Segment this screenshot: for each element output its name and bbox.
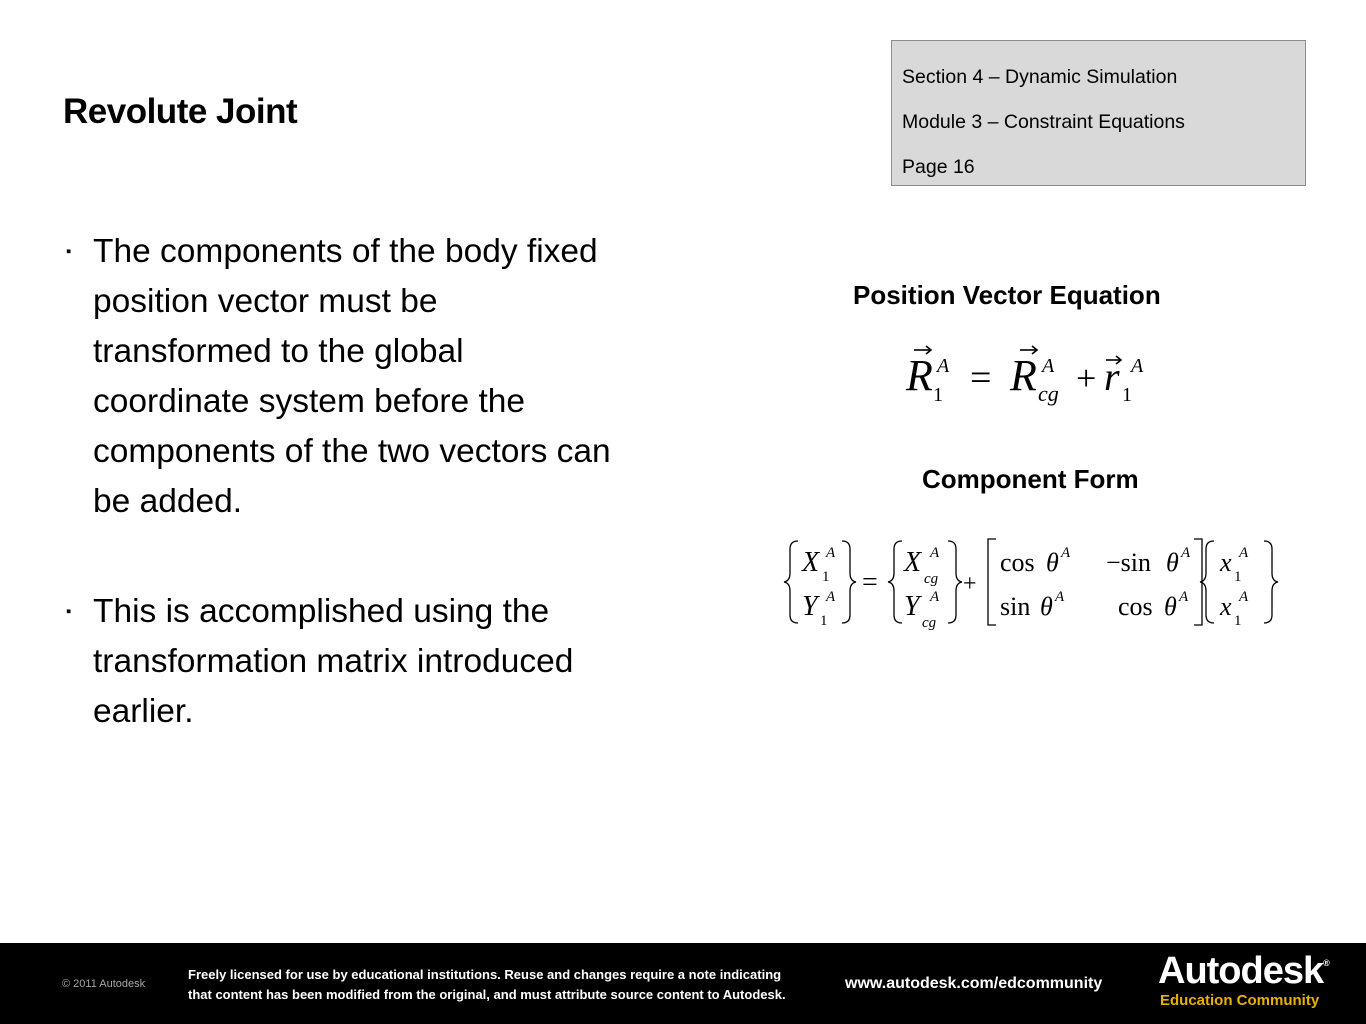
symbol-x: x: [1220, 548, 1232, 577]
superscript-A: A: [1131, 355, 1144, 377]
bullet-line: This is accomplished using the: [93, 593, 550, 630]
logo-subtitle: Education Community: [1160, 992, 1320, 1009]
symbol-Y: Y: [904, 591, 920, 622]
bullet-line: The components of the body fixed: [93, 233, 598, 270]
license-line: Freely licensed for use by educational institutions. Reuse and changes require a note indicating: [188, 967, 782, 982]
symbol-x: x: [1220, 592, 1232, 621]
left-brace: [784, 541, 798, 623]
section-info-box: [891, 40, 1306, 186]
bullet-marker: ▪: [66, 603, 72, 620]
position-vector-equation: [900, 338, 1160, 410]
superscript-A: A: [1239, 589, 1249, 605]
right-brace: [842, 541, 856, 623]
bullet-line: transformation matrix introduced: [93, 643, 574, 680]
subscript-cg: cg: [922, 615, 937, 631]
symbol-R: R: [906, 351, 933, 400]
superscript-A: A: [1239, 545, 1249, 561]
logo-text: Autodesk: [1158, 950, 1324, 992]
right-brace: [1264, 541, 1278, 623]
bullet-line: transformed to the global: [93, 333, 464, 370]
bullet-line: be added.: [93, 483, 243, 520]
bullet-line: position vector must be: [93, 283, 438, 320]
superscript-A: A: [1061, 545, 1071, 561]
sin-label: sin: [1000, 592, 1031, 621]
theta-symbol: θ: [1046, 548, 1059, 577]
symbol-Y: Y: [802, 591, 818, 622]
slide-title: Revolute Joint: [63, 92, 298, 131]
cos-label: cos: [1000, 548, 1035, 577]
right-brace: [948, 541, 962, 623]
registered-mark: ®: [1323, 958, 1329, 968]
superscript-A: A: [937, 355, 950, 377]
bullet-line: coordinate system before the: [93, 383, 526, 420]
position-vector-heading: Position Vector Equation: [853, 280, 1161, 310]
section-label: Section 4 – Dynamic Simulation: [902, 66, 1178, 88]
subscript-1: 1: [822, 569, 830, 585]
bullet-item: [65, 587, 705, 737]
superscript-A: A: [930, 545, 940, 561]
left-brace: [888, 541, 902, 623]
bullet-item: [65, 227, 705, 527]
component-form-equation: [782, 535, 1282, 630]
copyright-text: © 2011 Autodesk: [62, 978, 146, 990]
superscript-A: A: [1179, 589, 1189, 605]
symbol-R: R: [1010, 351, 1037, 400]
footer-bar: [0, 943, 1366, 1024]
subscript-1: 1: [1122, 384, 1132, 406]
theta-symbol: θ: [1040, 592, 1053, 621]
plus-sign: +: [1076, 358, 1097, 398]
symbol-X: X: [904, 547, 922, 578]
page-label: Page 16: [902, 156, 975, 178]
superscript-A: A: [1042, 355, 1055, 377]
superscript-A: A: [930, 589, 940, 605]
autodesk-logo: [1158, 950, 1329, 993]
equals-sign: =: [970, 357, 992, 399]
subscript-cg: cg: [1038, 381, 1059, 406]
bullet-marker: ▪: [66, 243, 72, 260]
bullet-line: components of the two vectors can: [93, 433, 611, 470]
superscript-A: A: [1055, 589, 1065, 605]
module-label: Module 3 – Constraint Equations: [902, 111, 1185, 133]
symbol-X: X: [802, 547, 820, 578]
bullet-list: [65, 227, 705, 797]
subscript-1: 1: [933, 384, 943, 406]
community-url-link[interactable]: www.autodesk.com/edcommunity: [845, 975, 1103, 992]
subscript-cg: cg: [924, 571, 939, 587]
theta-symbol: θ: [1166, 548, 1179, 577]
component-form-heading: Component Form: [922, 464, 1139, 494]
subscript-1: 1: [820, 613, 828, 629]
minus-sin-label: −sin: [1106, 548, 1152, 577]
subscript-1: 1: [1234, 569, 1242, 585]
bullet-line: earlier.: [93, 693, 194, 730]
superscript-A: A: [826, 589, 836, 605]
superscript-A: A: [1181, 545, 1191, 561]
equals-sign: =: [862, 567, 878, 598]
license-notice: [188, 965, 786, 1005]
plus-sign: +: [963, 571, 977, 597]
subscript-1: 1: [1234, 613, 1242, 629]
license-line: that content has been modified from the original, and must attribute source content to Autodesk.: [188, 987, 786, 1002]
symbol-r: r: [1104, 354, 1120, 399]
cos-label: cos: [1118, 592, 1153, 621]
superscript-A: A: [826, 545, 836, 561]
theta-symbol: θ: [1164, 592, 1177, 621]
matrix-left-bracket: [988, 539, 996, 625]
